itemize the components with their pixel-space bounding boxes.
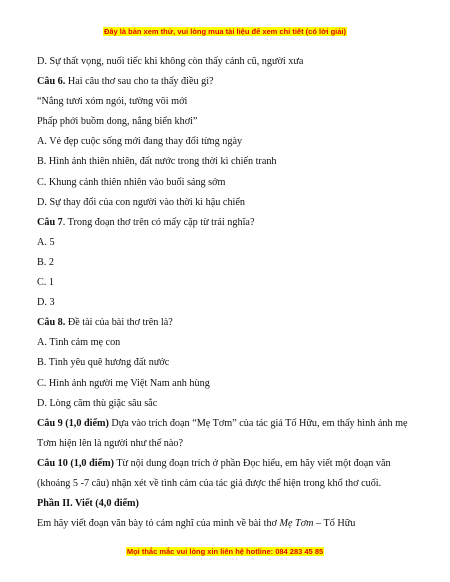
question-label: Câu 8.	[37, 317, 66, 329]
option-a: A. 5	[37, 236, 55, 248]
option-b: B. Hình ảnh thiên nhiên, đất nước trong thời kì chiến tranh	[37, 156, 277, 168]
part-2-heading: Phần II. Viết (4,0 điểm)	[37, 498, 139, 510]
contact-notice-footer	[0, 547, 450, 556]
option-c: C. Khung cảnh thiên nhiên vào buổi sáng sớm	[37, 176, 226, 188]
question-text: Đề tài của bài thơ trên là?	[65, 317, 173, 329]
question-text: Hai câu thơ sau cho ta thấy điều gì?	[65, 76, 214, 88]
question-7	[37, 213, 422, 233]
question-6	[37, 72, 422, 92]
question-label: Câu 6.	[37, 76, 66, 88]
option-b: B. 2	[37, 256, 54, 268]
option-a: A. Vẻ đẹp cuộc sống mới đang thay đổi từng ngày	[37, 136, 243, 148]
question-label: Câu 9 (1,0 điểm)	[37, 417, 109, 429]
question-text: . Trong đoạn thơ trên có mấy cặp từ trái nghĩa?	[62, 216, 255, 228]
option-a: A. Tình cảm mẹ con	[37, 337, 121, 349]
question-text: Từ nội dung đoạn trích ở phần Đọc hiểu, em hãy viết một đoạn văn (khoảng 5 -7 câu) nhận xét về tình cảm của tác giả được thể hiện trong khổ thơ cuối.	[37, 457, 391, 489]
contact-notice-text: Mọi thắc mắc vui lòng xin liên hệ hotline: 084 283 45 85	[126, 547, 324, 556]
question-text: Dựa vào trích đoạn “Mẹ Tơm” của tác giả Tố Hữu, em thấy hình ảnh mẹ Tơm hiện lên là người như thế nào?	[37, 417, 408, 449]
option-b: B. Tình yêu quê hương đất nước	[37, 357, 170, 369]
poem-line-2: Phấp phới buồm dong, nắng biển khơi”	[37, 116, 198, 128]
question-9	[37, 414, 422, 454]
option-d: D. Sự thay đổi của con người vào thời kì hậu chiến	[37, 196, 245, 208]
writing-prompt: Em hãy viết đoạn văn bày tỏ cảm nghĩ của mình về bài thơ Mẹ Tơm – Tố Hữu	[37, 518, 356, 530]
option-d: D. Lòng căm thù giặc sâu sắc	[37, 397, 158, 409]
question-8	[37, 313, 422, 333]
answer-line: D. Sự thất vọng, nuối tiếc khi không còn thấy cảnh cũ, người xưa	[37, 56, 304, 67]
document-body	[37, 52, 422, 534]
poem-title: Mẹ Tơm	[279, 518, 314, 530]
option-c: C. Hình ảnh người mẹ Việt Nam anh hùng	[37, 377, 210, 389]
option-d: D. 3	[37, 297, 55, 309]
poem-line-1: “Nắng tươi xóm ngói, tường vôi mới	[37, 96, 188, 108]
question-10	[37, 454, 422, 494]
question-label: Câu 10 (1,0 điểm)	[37, 457, 114, 469]
option-c: C. 1	[37, 277, 54, 289]
preview-notice-header	[0, 27, 450, 36]
preview-notice-text: Đây là bản xem thử, vui lòng mua tài liệu để xem chi tiết (có lời giải)	[103, 27, 347, 36]
question-label: Câu 7	[37, 216, 63, 228]
